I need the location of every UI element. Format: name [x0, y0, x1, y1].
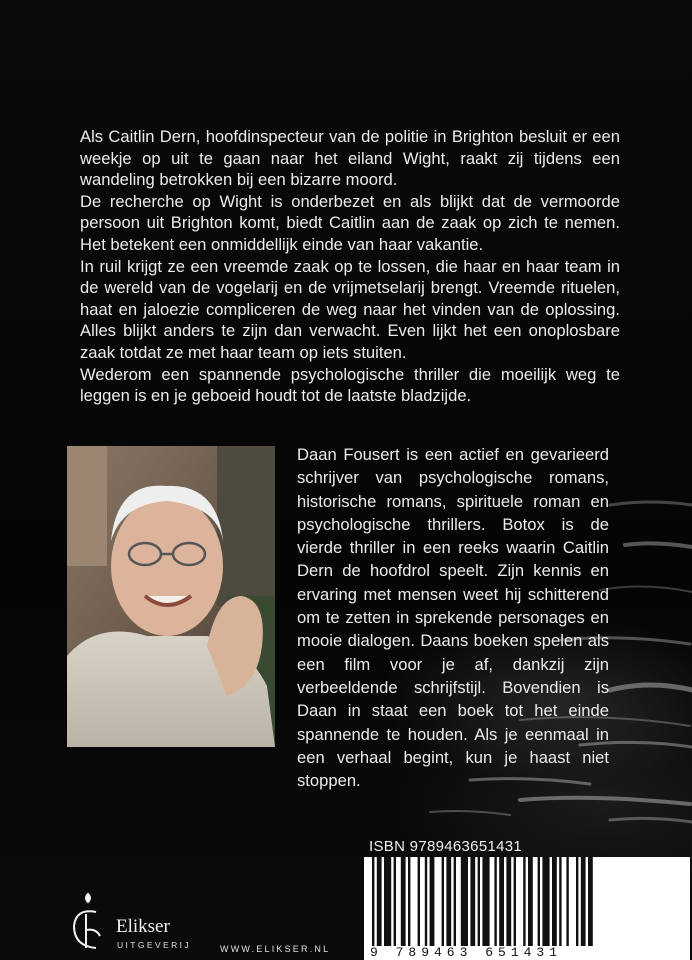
barcode-bar — [408, 857, 410, 946]
blurb-paragraph-3: In ruil krijgt ze een vreemde zaak op te lossen, die haar en haar team in de wereld van de vogelarij en de vrijmetselarij brengt. Vreemde rituelen, haat en jaloezie compliceren de weg naar het vinden van de oplossing. Alles blijkt anders te zijn dan verwacht. Even lijkt het een onoplosbare zaak totdat ze met haar team op iets stuiten. — [80, 256, 620, 362]
barcode-bar — [461, 857, 468, 946]
barcode-bar — [425, 857, 427, 946]
blurb-paragraph-4: Wederom een spannende psychologische thriller die moeilijk weg te leggen is en je geboeid houdt tot de laatste bladzijde. — [80, 364, 620, 406]
barcode-digits: 9 789463 651431 — [364, 946, 690, 960]
blurb-paragraph-1: Als Caitlin Dern, hoofdinspecteur van de politie in Brighton besluit er een weekje op uit te gaan naar het eiland Wight, raakt zij tijdens een wandeling betrokken bij een bizarre moord. — [80, 127, 620, 190]
publisher-logo — [66, 890, 206, 954]
barcode-bar — [442, 857, 444, 946]
barcode-bar — [538, 857, 540, 946]
elikser-emblem-icon — [66, 890, 116, 954]
barcode-bar — [523, 857, 525, 946]
barcode-bar — [514, 857, 516, 946]
barcode-bar — [377, 857, 382, 946]
barcode-bar — [372, 857, 374, 946]
barcode-bar — [581, 857, 586, 946]
blurb-paragraph-2: De recherche op Wight is onderbezet en als blijkt dat de vermoorde persoon uit Brighton komt, biedt Caitlin aan de zaak op zich te nemen. Het betekent een onmiddellijk einde van haar vakantie. — [80, 191, 620, 254]
barcode-bar — [430, 857, 435, 946]
author-bio — [297, 443, 609, 792]
barcode-bars — [364, 857, 690, 946]
barcode-bar — [528, 857, 533, 946]
barcode-bar — [494, 857, 496, 946]
barcode-bar — [418, 857, 420, 946]
isbn-barcode — [364, 857, 690, 960]
barcode-bar — [401, 857, 406, 946]
barcode-bar — [499, 857, 504, 946]
barcode-bar — [478, 857, 480, 946]
barcode-bar — [470, 857, 475, 946]
barcode-bar — [454, 857, 456, 946]
barcode-bar — [506, 857, 511, 946]
book-blurb — [80, 126, 620, 407]
barcode-bar — [588, 857, 593, 946]
author-photo — [67, 446, 275, 747]
barcode-bar — [446, 857, 451, 946]
barcode-bar — [482, 857, 489, 946]
barcode-bar — [552, 857, 557, 946]
author-bio-text: Daan Fousert is een actief en gevarieerd schrijver van psychologische romans, historische romans, spirituele roman en psychologische thrillers. Botox is de vierde thriller in een reeks waarin Caitlin Dern de hoofdrol speelt. Zijn kennis en ervaring met mensen weet hij schitterend om te zetten in sprekende personages en mooie dialogen. Daans boeken spelen als een film voor je af, dankzij zijn verbeeldende schrijfstijl. Bovendien is Daan in staat een boek tot het einde spannende te houden. Als je eenmaal in een verhaal begint, kun je haast niet stoppen. — [297, 445, 609, 791]
barcode-bar — [542, 857, 549, 946]
barcode-bar — [566, 857, 568, 946]
publisher-website: WWW.ELIKSER.NL — [220, 944, 331, 954]
publisher-name: Elikser — [116, 916, 170, 937]
barcode-bar — [559, 857, 561, 946]
barcode-bar — [394, 857, 396, 946]
barcode-bar — [576, 857, 578, 946]
publisher-subtitle: UITGEVERIJ — [117, 940, 192, 950]
isbn-label: ISBN 9789463651431 — [369, 838, 523, 855]
barcode-bar — [384, 857, 391, 946]
